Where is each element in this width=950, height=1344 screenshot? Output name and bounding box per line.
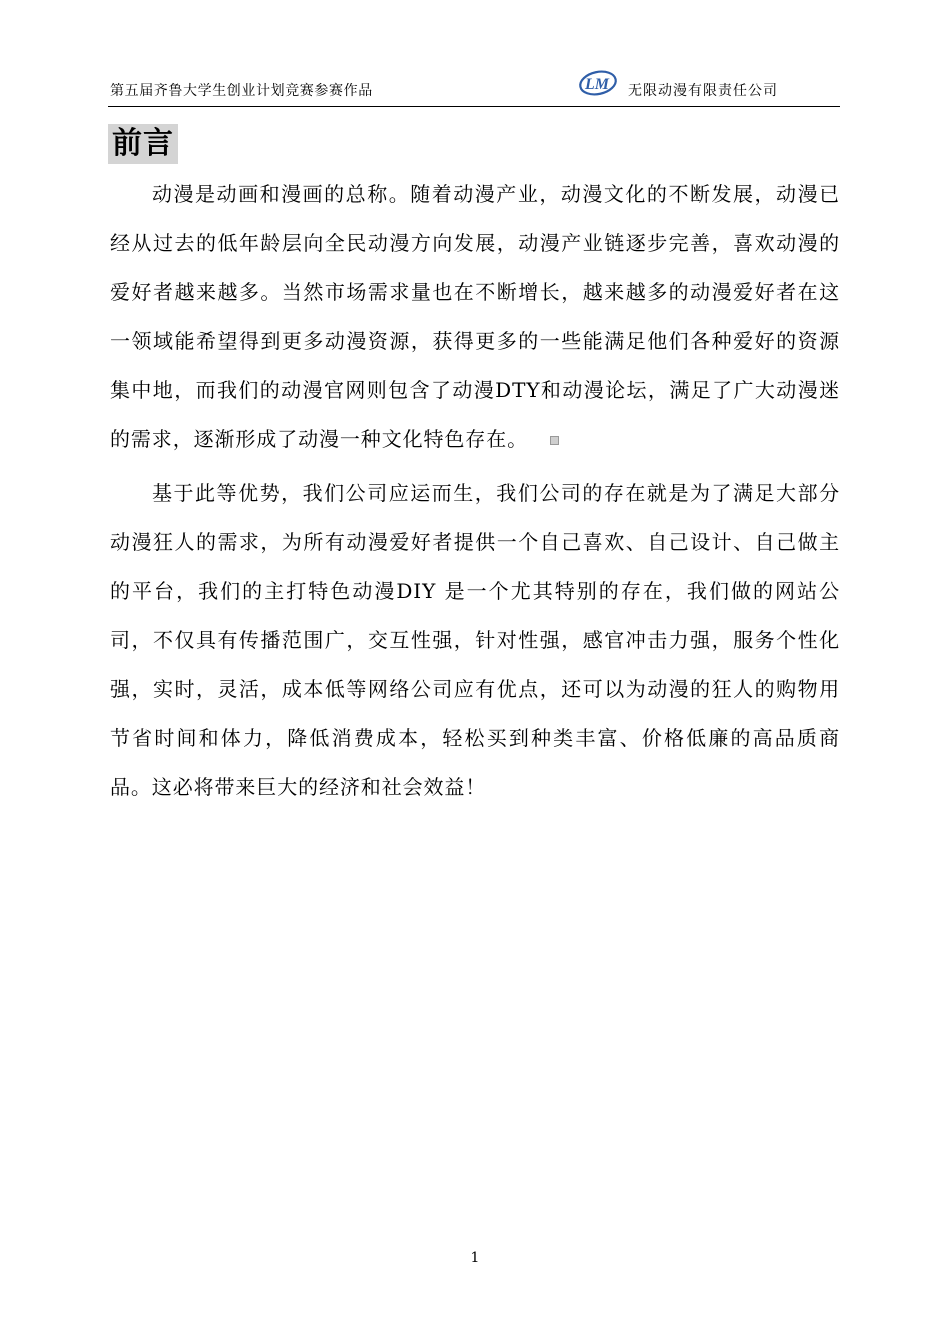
section-heading: 前言 xyxy=(108,124,178,164)
company-name: 无限动漫有限责任公司 xyxy=(628,83,778,99)
header-divider xyxy=(108,106,840,107)
header-title: 第五届齐鲁大学生创业计划竞赛参赛作品 xyxy=(110,83,373,99)
company-header xyxy=(578,68,838,102)
paragraph-advantage: 基于此等优势，我们公司应运而生，我们公司的存在就是为了满足大部分动漫狂人的需求，为所有动漫爱好者提供一个自己喜欢、自己设计、自己做主的平台，我们的主打特色动漫DIY 是一个尤其特别的存在，我们做的网站公司，不仅具有传播范围广，交互性强，针对性强，感官冲击力强，服务个性化强，实时，灵活，成本低等网络公司应有优点，还可以为动漫的狂人的购物用节省时间和体力，降低消费成本，轻松买到种类丰富、价格低廉的高品质商品。这必将带来巨大的经济和社会效益！ xyxy=(110,481,840,799)
paragraph-intro-text: 动漫是动画和漫画的总称。随着动漫产业，动漫文化的不断发展，动漫已经从过去的低年龄层向全民动漫方向发展，动漫产业链逐步完善，喜欢动漫的爱好者越来越多。当然市场需求量也在不断增长，越来越多的动漫爱好者在这一领域能希望得到更多动漫资源，获得更多的一些能满足他们各种爱好的资源集中地，而我们的动漫官网则包含了动漫DTY和动漫论坛，满足了广大动漫迷的需求，逐渐形成了动漫一种文化特色存在。 xyxy=(110,182,840,451)
paragraph-intro xyxy=(110,170,840,464)
page-number: 1 xyxy=(470,1250,480,1266)
anchor-marker-icon xyxy=(550,436,559,445)
company-logo xyxy=(578,68,618,98)
logo-text: LM xyxy=(585,76,609,93)
